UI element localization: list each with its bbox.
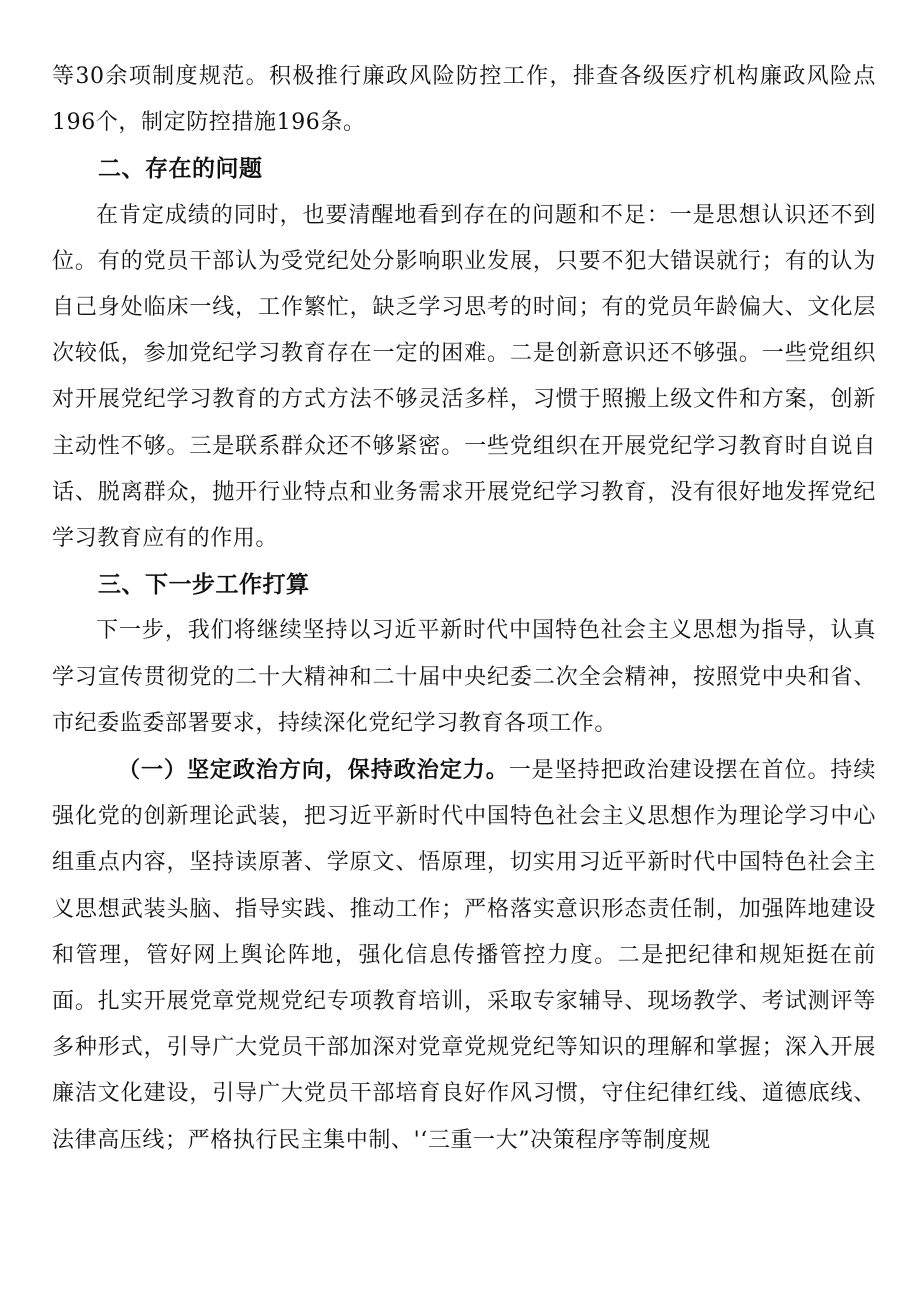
paragraph-2	[52, 193, 876, 563]
paragraph-4	[52, 747, 876, 1164]
paragraph-4-lead: （一）坚定政治方向，保持政治定力。	[118, 757, 509, 784]
heading-next-steps: 三、下一步工作打算	[98, 572, 310, 599]
heading-problems: 二、存在的问题	[98, 156, 263, 183]
paragraph-1	[52, 54, 876, 146]
paragraph-3	[52, 608, 876, 747]
paragraph-4-text: 一是坚持把政治建设摆在首位。持续强化党的创新理论武装，把习近平新时代中国特色社会主义思想作为理论学习中心组重点内容，坚持读原著、学原文、悟原理，切实用习近平新时代中国特色社会主义思想武装头脑、指导实践、推动工作；严格落实意识形态责任制，加强阵地建设和管理，管好网上舆论阵地，强化信息传播管控力度。二是把纪律和规矩挺在前面。扎实开展党章党规党纪专项教育培训，采取专家辅导、现场教学、考试测评等多种形式，引导广大党员干部加深对党章党规党纪等知识的理解和掌握；深入开展廉洁文化建设，引导广大党员干部培育良好作风习惯，守住纪律红线、道德底线、法律高压线；严格执行民主集中制、'‘三重一大”决策程序等制度规	[52, 758, 877, 1153]
paragraph-1-text: 等30余项制度规范。积极推行廉政风险防控工作，排查各级医疗机构廉政风险点196个，制定防控措施196条。	[52, 64, 876, 136]
paragraph-3-text: 下一步，我们将继续坚持以习近平新时代中国特色社会主义思想为指导，认真学习宣传贯彻党的二十大精神和二十届中央纪委二次全会精神，按照党中央和省、市纪委监委部署要求，持续深化党纪学习教育各项工作。	[52, 618, 876, 736]
paragraph-2-text: 在肯定成绩的同时，也要清醒地看到存在的问题和不足：一是思想认识还不到位。有的党员干部认为受党纪处分影响职业发展，只要不犯大错误就行；有的认为自己身处临床一线，工作繁忙，缺乏学习思考的时间；有的党员年龄偏大、文化层次较低，参加党纪学习教育存在一定的困难。二是创新意识还不够强。一些党组织对开展党纪学习教育的方式方法不够灵活多样，习惯于照搬上级文件和方案，创新主动性不够。三是联系群众还不够紧密。一些党组织在开展党纪学习教育时自说自话、脱离群众，抛开行业特点和业务需求开展党纪学习教育，没有很好地发挥党纪学习教育应有的作用。	[52, 202, 876, 552]
